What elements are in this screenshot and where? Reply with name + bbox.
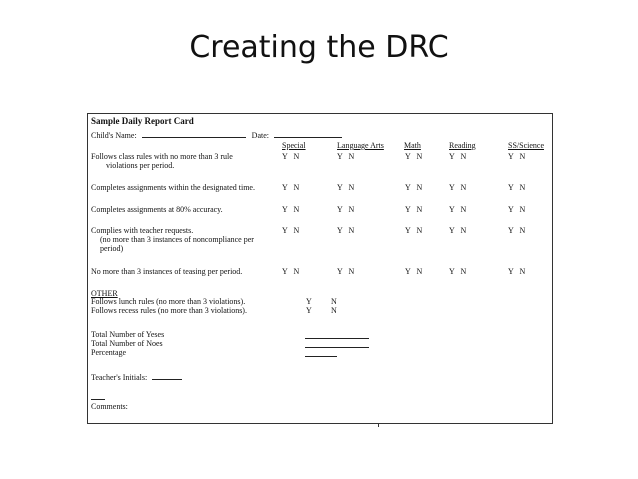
row-label: Completes assignments at 80% accuracy. (91, 205, 223, 214)
childs-name-blank (142, 130, 246, 138)
row-label-continued: violations per period. (106, 161, 175, 170)
yes-no-cell: Y N (282, 152, 300, 161)
card-bottom-tick (378, 423, 379, 427)
other-no: N (331, 306, 337, 315)
yes-no-cell: Y N (449, 183, 467, 192)
yes-no-cell: Y N (449, 205, 467, 214)
other-item-label: Follows lunch rules (no more than 3 violations). (91, 297, 246, 306)
total-noes-label: Total Number of Noes (91, 339, 163, 348)
yes-no-cell: Y N (508, 205, 526, 214)
other-yes: Y (306, 306, 312, 315)
total-yeses-label: Total Number of Yeses (91, 330, 165, 339)
row-label-continued: (no more than 3 instances of noncompliance per (100, 235, 254, 244)
yes-no-cell: Y N (337, 226, 355, 235)
yes-no-cell: Y N (508, 183, 526, 192)
slide-title: Creating the DRC (189, 30, 449, 65)
percentage-label: Percentage (91, 348, 127, 357)
yes-no-cell: Y N (508, 226, 526, 235)
column-reading: Reading (449, 141, 476, 150)
yes-no-cell: Y N (405, 152, 423, 161)
row-label: Complies with teacher requests. (91, 226, 194, 235)
yes-no-cell: Y N (405, 205, 423, 214)
date-label: Date: (251, 131, 269, 140)
row-label: Follows class rules with no more than 3 rule (91, 152, 233, 161)
card-bottom-border (87, 423, 553, 424)
yes-no-cell: Y N (337, 152, 355, 161)
column-special: Special (282, 141, 306, 150)
yes-no-cell: Y N (449, 152, 467, 161)
yes-no-cell: Y N (282, 226, 300, 235)
yes-no-cell: Y N (449, 226, 467, 235)
other-item-label: Follows recess rules (no more than 3 violations). (91, 306, 247, 315)
yes-no-cell: Y N (405, 267, 423, 276)
yes-no-cell: Y N (282, 205, 300, 214)
date-blank (274, 130, 342, 138)
yes-no-cell: Y N (508, 152, 526, 161)
childs-name-row (91, 130, 342, 140)
card-heading: Sample Daily Report Card (91, 116, 194, 126)
other-no: N (331, 297, 337, 306)
comments-mark (91, 399, 105, 400)
row-label: Completes assignments within the designated time. (91, 183, 255, 192)
teacher-initials-blank (152, 372, 182, 380)
column-math: Math (404, 141, 421, 150)
row-label: No more than 3 instances of teasing per period. (91, 267, 243, 276)
yes-no-cell: Y N (337, 267, 355, 276)
column-ss-science: SS/Science (508, 141, 544, 150)
childs-name-label: Child's Name: (91, 131, 137, 140)
yes-no-cell: Y N (282, 183, 300, 192)
daily-report-card (87, 113, 553, 424)
comments-label: Comments: (91, 402, 128, 411)
yes-no-cell: Y N (508, 267, 526, 276)
yes-no-cell: Y N (405, 226, 423, 235)
yes-no-cell: Y N (337, 205, 355, 214)
other-heading: OTHER (91, 289, 118, 298)
yes-no-cell: Y N (405, 183, 423, 192)
teacher-initials-label: Teacher's Initials: (91, 373, 148, 382)
total-yeses-blank (305, 338, 369, 339)
yes-no-cell: Y N (449, 267, 467, 276)
teacher-initials-row (91, 372, 182, 382)
total-noes-blank (305, 347, 369, 348)
column-language-arts: Language Arts (337, 141, 384, 150)
row-label-continued: period) (100, 244, 124, 253)
yes-no-cell: Y N (337, 183, 355, 192)
other-yes: Y (306, 297, 312, 306)
percentage-blank (305, 356, 337, 357)
yes-no-cell: Y N (282, 267, 300, 276)
